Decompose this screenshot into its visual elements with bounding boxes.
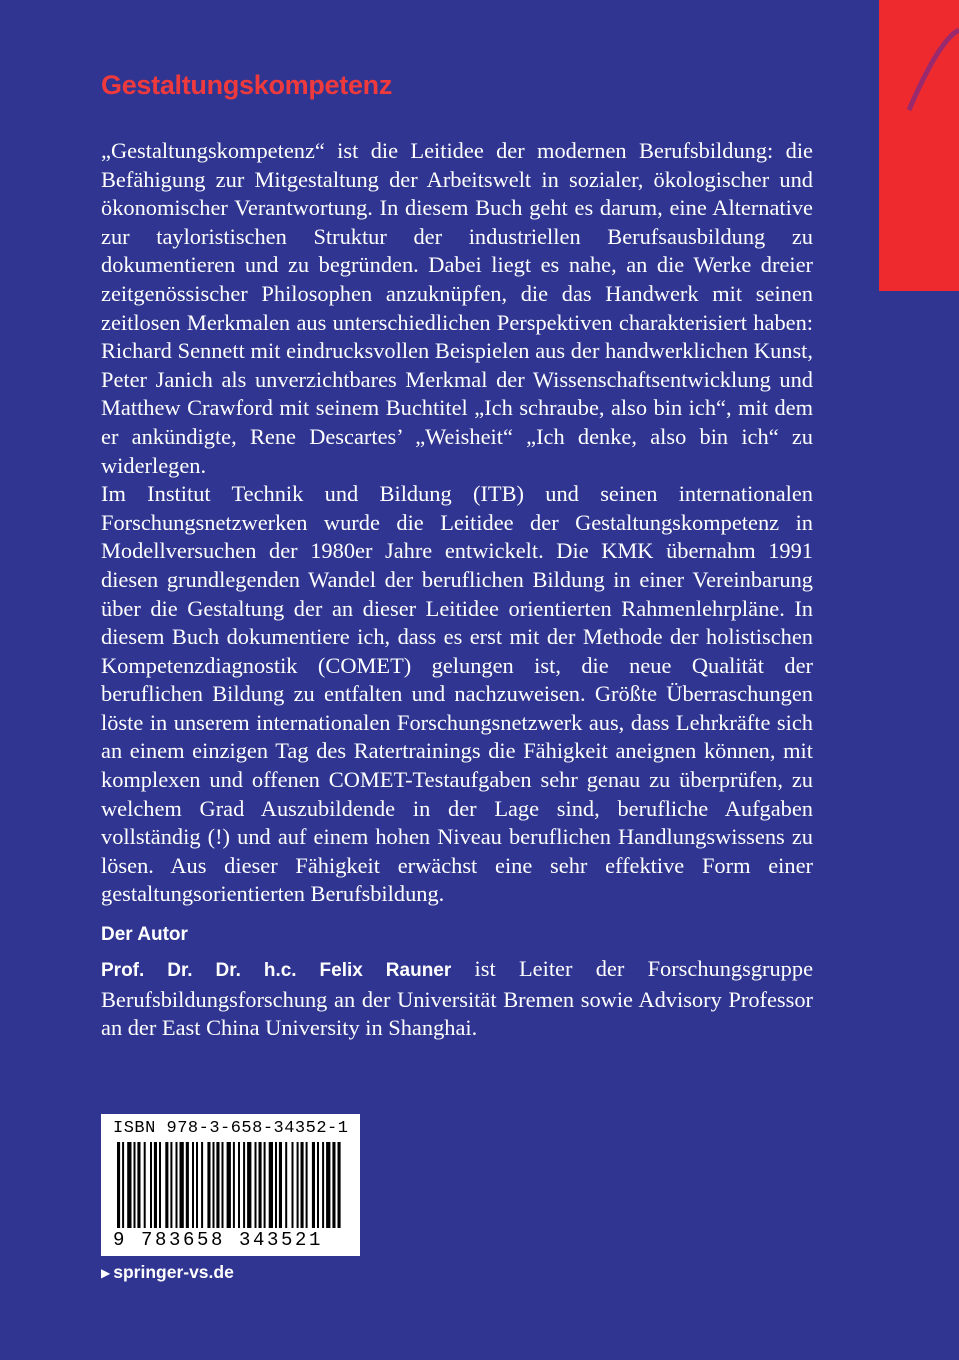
isbn-label: ISBN 978-3-658-34352-1 — [113, 1119, 349, 1138]
publisher-link[interactable] — [101, 1262, 234, 1283]
description-text — [101, 137, 813, 909]
corner-accent-tab — [879, 0, 959, 291]
publisher-url: springer-vs.de — [113, 1262, 234, 1282]
author-name: Prof. Dr. Dr. h.c. Felix Rauner — [101, 960, 452, 981]
description-paragraph: „Gestaltungskompetenz“ ist die Leitidee der modernen Berufsbildung: die Befähigung zur Mitgestaltung der Arbeitswelt in sozialer, ökologischer und ökonomischer Verantwortung. In diesem Buch geht es darum, eine Alternative zur tayloristischen Struktur der industriellen Berufsausbildung zu dokumentieren und zu begründen. Dabei liegt es nahe, an die Werke dreier zeitgenössischer Philosophen anzuknüpfen, die das Handwerk mit seinen zeitlosen Merkmalen aus unterschiedlichen Perspektiven charakterisiert haben: Richard Sennett mit eindrucksvollen Beispielen aus der handwerklichen Kunst, Peter Janich als unverzichtbares Merkmal der Wissenschaftsentwicklung und Matthew Crawford mit seinem Buchtitel „Ich schraube, also bin ich“, mit dem er ankündigte, Rene Descartes’ „Weisheit“ „Ich denke, also bin ich“ zu widerlegen. — [101, 138, 813, 478]
back-cover-title: Gestaltungskompetenz — [101, 70, 393, 100]
isbn-barcode — [101, 1114, 360, 1256]
barcode-bars — [101, 1142, 360, 1232]
description-paragraph: Im Institut Technik und Bildung (ITB) und seinen internationalen Forschungsnetzwerken wurde die Leitidee der Gestaltungskompetenz in Modellversuchen der 1980er Jahre entwickelt. Die KMK übernahm 1991 diesen grundlegenden Wandel der beruflichen Bildung in einer Vereinbarung über die Gestaltung der an dieser Leitidee orientierten Rahmenlehrpläne. In diesem Buch dokumentiere ich, dass es erst mit der Methode der holistischen Kompetenzdiagnostik (COMET) gelungen ist, die neue Qualität der beruflichen Bildung zu entfalten und nachzuweisen. Größte Überraschungen löste in unserem internationalen Forschungsnetzwerk aus, dass Lehrkräfte sich an einem einzigen Tag des Ratertrainings die Fähigkeit aneignen können, mit komplexen und offenen COMET-Testaufgaben sehr genau zu überprüfen, zu welchem Grad Auszubildende in der Lage sind, berufliche Aufgaben vollständig (!) und auf einem hohen Niveau beruflichen Handlungswissens zu lösen. Aus dieser Fähigkeit erwächst eine sehr effektive Form einer gestaltungsorientierten Berufsbildung. — [101, 481, 813, 907]
author-bio-text: ist Leiter der Forschungsgruppe Berufsbildungsforschung an der Universität Bremen sowie Advisory Professor an der East China University in Shanghai. — [101, 956, 814, 1041]
author-heading: Der Autor — [101, 924, 188, 945]
arrow-right-icon: ▶ — [101, 1265, 111, 1280]
author-bio — [101, 955, 813, 1043]
diagonal-stripe-decoration — [879, 0, 959, 291]
barcode-digits: 9 783658 343521 — [113, 1229, 324, 1251]
